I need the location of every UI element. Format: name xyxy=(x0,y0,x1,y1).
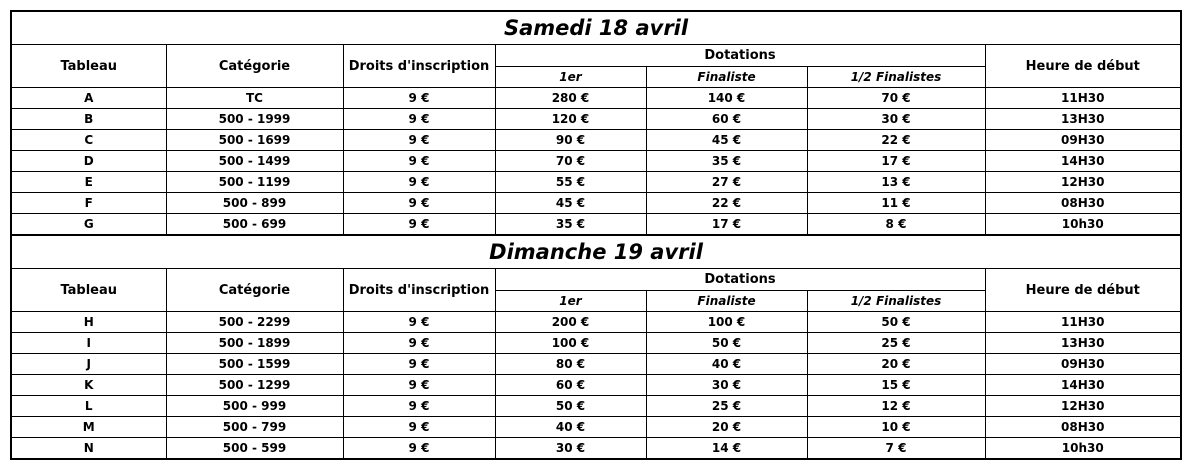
cell-demi: 22 € xyxy=(807,130,985,151)
cell-categorie: 500 - 2299 xyxy=(166,312,343,333)
cell-tableau: F xyxy=(11,193,166,214)
cell-tableau: A xyxy=(11,88,166,109)
cell-heure: 08H30 xyxy=(985,193,1181,214)
header-demi: 1/2 Finalistes xyxy=(807,291,985,312)
cell-categorie: 500 - 1699 xyxy=(166,130,343,151)
day-title: Dimanche 19 avril xyxy=(11,235,1181,269)
header-droits: Droits d'inscription xyxy=(343,269,495,312)
header-tableau: Tableau xyxy=(11,45,166,88)
header-row xyxy=(11,269,1181,291)
cell-finaliste: 20 € xyxy=(646,417,807,438)
cell-finaliste: 30 € xyxy=(646,375,807,396)
cell-droits: 9 € xyxy=(343,375,495,396)
cell-finaliste: 60 € xyxy=(646,109,807,130)
cell-tableau: N xyxy=(11,438,166,460)
cell-categorie: 500 - 599 xyxy=(166,438,343,460)
cell-categorie: 500 - 1999 xyxy=(166,109,343,130)
cell-categorie: 500 - 1499 xyxy=(166,151,343,172)
cell-premier: 200 € xyxy=(495,312,646,333)
header-dotations: Dotations xyxy=(495,45,985,67)
header-demi: 1/2 Finalistes xyxy=(807,67,985,88)
cell-droits: 9 € xyxy=(343,88,495,109)
cell-demi: 8 € xyxy=(807,214,985,236)
cell-premier: 30 € xyxy=(495,438,646,460)
cell-tableau: M xyxy=(11,417,166,438)
cell-premier: 60 € xyxy=(495,375,646,396)
cell-demi: 17 € xyxy=(807,151,985,172)
cell-finaliste: 27 € xyxy=(646,172,807,193)
header-droits: Droits d'inscription xyxy=(343,45,495,88)
table-row xyxy=(11,396,1181,417)
header-premier: 1er xyxy=(495,291,646,312)
cell-tableau: I xyxy=(11,333,166,354)
cell-droits: 9 € xyxy=(343,214,495,236)
cell-premier: 40 € xyxy=(495,417,646,438)
cell-tableau: C xyxy=(11,130,166,151)
cell-heure: 10h30 xyxy=(985,214,1181,236)
cell-heure: 12H30 xyxy=(985,172,1181,193)
cell-demi: 12 € xyxy=(807,396,985,417)
cell-premier: 120 € xyxy=(495,109,646,130)
cell-droits: 9 € xyxy=(343,417,495,438)
cell-tableau: D xyxy=(11,151,166,172)
cell-droits: 9 € xyxy=(343,396,495,417)
cell-premier: 50 € xyxy=(495,396,646,417)
header-row xyxy=(11,45,1181,67)
header-finaliste: Finaliste xyxy=(646,67,807,88)
cell-tableau: K xyxy=(11,375,166,396)
header-categorie: Catégorie xyxy=(166,45,343,88)
cell-heure: 08H30 xyxy=(985,417,1181,438)
cell-heure: 14H30 xyxy=(985,375,1181,396)
cell-demi: 15 € xyxy=(807,375,985,396)
cell-categorie: TC xyxy=(166,88,343,109)
cell-demi: 70 € xyxy=(807,88,985,109)
cell-demi: 13 € xyxy=(807,172,985,193)
cell-heure: 14H30 xyxy=(985,151,1181,172)
cell-finaliste: 14 € xyxy=(646,438,807,460)
table-row xyxy=(11,417,1181,438)
cell-categorie: 500 - 699 xyxy=(166,214,343,236)
header-heure: Heure de début xyxy=(985,45,1181,88)
table-row xyxy=(11,214,1181,236)
cell-demi: 7 € xyxy=(807,438,985,460)
cell-demi: 10 € xyxy=(807,417,985,438)
cell-tableau: L xyxy=(11,396,166,417)
cell-droits: 9 € xyxy=(343,333,495,354)
day-title-row xyxy=(11,11,1181,45)
cell-tableau: G xyxy=(11,214,166,236)
cell-demi: 50 € xyxy=(807,312,985,333)
cell-heure: 13H30 xyxy=(985,333,1181,354)
cell-finaliste: 50 € xyxy=(646,333,807,354)
cell-droits: 9 € xyxy=(343,312,495,333)
cell-demi: 30 € xyxy=(807,109,985,130)
cell-droits: 9 € xyxy=(343,193,495,214)
cell-categorie: 500 - 1199 xyxy=(166,172,343,193)
cell-heure: 11H30 xyxy=(985,88,1181,109)
cell-premier: 55 € xyxy=(495,172,646,193)
cell-tableau: H xyxy=(11,312,166,333)
header-categorie: Catégorie xyxy=(166,269,343,312)
cell-categorie: 500 - 899 xyxy=(166,193,343,214)
cell-droits: 9 € xyxy=(343,438,495,460)
cell-premier: 80 € xyxy=(495,354,646,375)
table-row xyxy=(11,333,1181,354)
table-row xyxy=(11,151,1181,172)
cell-heure: 10h30 xyxy=(985,438,1181,460)
cell-demi: 11 € xyxy=(807,193,985,214)
cell-finaliste: 25 € xyxy=(646,396,807,417)
table-row xyxy=(11,375,1181,396)
cell-categorie: 500 - 799 xyxy=(166,417,343,438)
table-row xyxy=(11,193,1181,214)
table-row xyxy=(11,354,1181,375)
cell-heure: 12H30 xyxy=(985,396,1181,417)
cell-premier: 100 € xyxy=(495,333,646,354)
header-premier: 1er xyxy=(495,67,646,88)
cell-droits: 9 € xyxy=(343,130,495,151)
cell-droits: 9 € xyxy=(343,151,495,172)
header-heure: Heure de début xyxy=(985,269,1181,312)
cell-finaliste: 35 € xyxy=(646,151,807,172)
cell-heure: 13H30 xyxy=(985,109,1181,130)
table-row xyxy=(11,438,1181,460)
cell-tableau: E xyxy=(11,172,166,193)
cell-premier: 70 € xyxy=(495,151,646,172)
cell-categorie: 500 - 1599 xyxy=(166,354,343,375)
header-finaliste: Finaliste xyxy=(646,291,807,312)
day-title: Samedi 18 avril xyxy=(11,11,1181,45)
header-dotations: Dotations xyxy=(495,269,985,291)
table-row xyxy=(11,130,1181,151)
cell-tableau: B xyxy=(11,109,166,130)
cell-heure: 11H30 xyxy=(985,312,1181,333)
cell-categorie: 500 - 1299 xyxy=(166,375,343,396)
table-row xyxy=(11,312,1181,333)
cell-premier: 90 € xyxy=(495,130,646,151)
cell-finaliste: 40 € xyxy=(646,354,807,375)
cell-finaliste: 17 € xyxy=(646,214,807,236)
cell-premier: 35 € xyxy=(495,214,646,236)
cell-categorie: 500 - 1899 xyxy=(166,333,343,354)
day-title-row xyxy=(11,235,1181,269)
table-row xyxy=(11,88,1181,109)
table-row xyxy=(11,172,1181,193)
cell-finaliste: 45 € xyxy=(646,130,807,151)
table-row xyxy=(11,109,1181,130)
cell-finaliste: 100 € xyxy=(646,312,807,333)
cell-heure: 09H30 xyxy=(985,354,1181,375)
tournament-schedule-table xyxy=(10,10,1182,460)
cell-finaliste: 140 € xyxy=(646,88,807,109)
cell-droits: 9 € xyxy=(343,354,495,375)
cell-tableau: J xyxy=(11,354,166,375)
cell-demi: 20 € xyxy=(807,354,985,375)
cell-droits: 9 € xyxy=(343,172,495,193)
cell-heure: 09H30 xyxy=(985,130,1181,151)
cell-premier: 280 € xyxy=(495,88,646,109)
cell-premier: 45 € xyxy=(495,193,646,214)
cell-droits: 9 € xyxy=(343,109,495,130)
cell-finaliste: 22 € xyxy=(646,193,807,214)
header-tableau: Tableau xyxy=(11,269,166,312)
cell-demi: 25 € xyxy=(807,333,985,354)
cell-categorie: 500 - 999 xyxy=(166,396,343,417)
